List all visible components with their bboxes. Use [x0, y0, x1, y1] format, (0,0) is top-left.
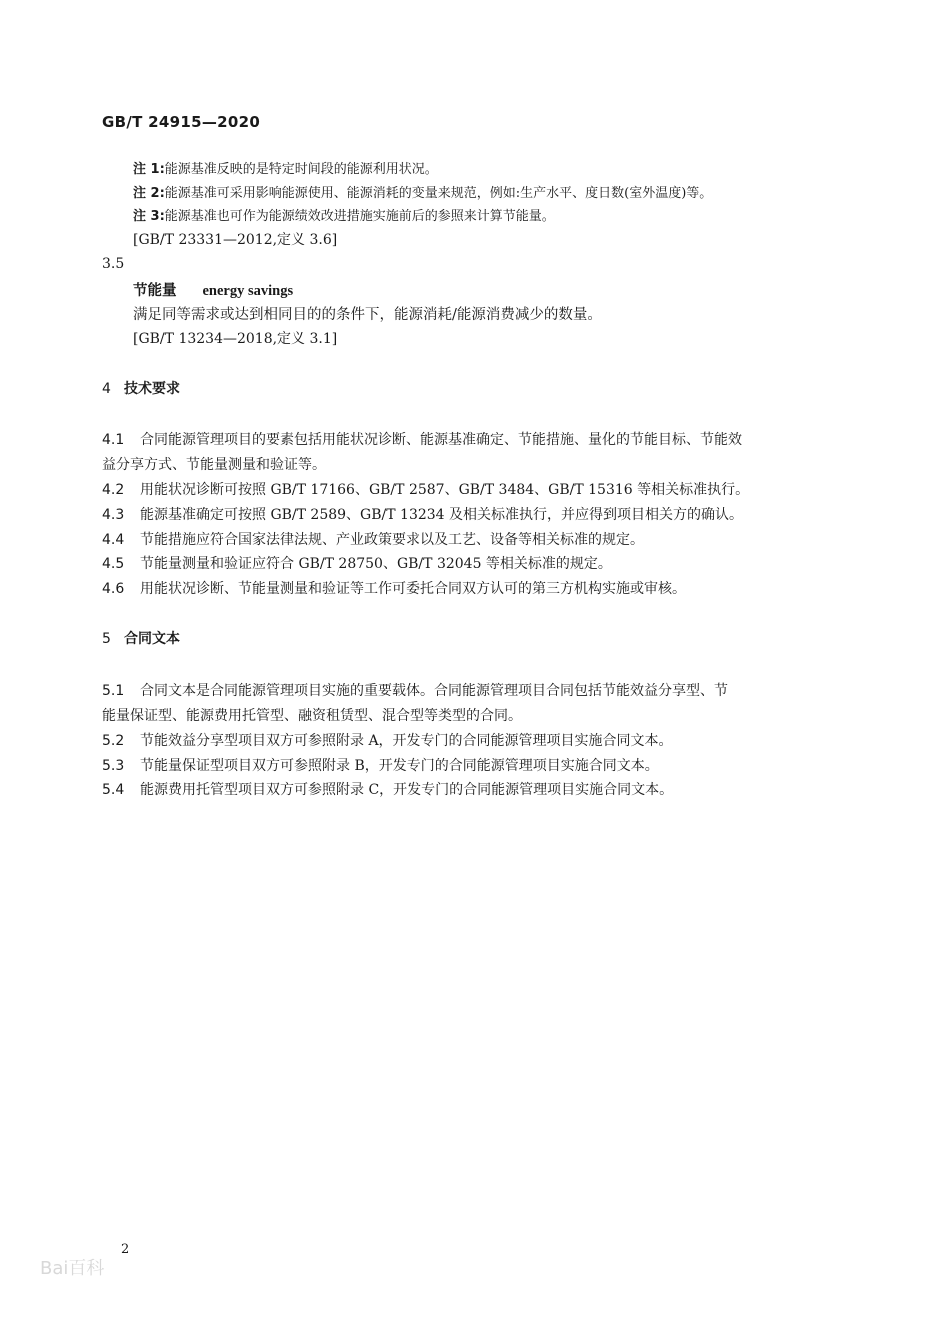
clause-4-3	[102, 504, 743, 524]
note-1	[133, 158, 438, 177]
clause-text: 合同文本是合同能源管理项目实施的重要载体。合同能源管理项目合同包括节能效益分享型、节	[140, 683, 728, 699]
clause-5-1-cont: 能量保证型、能源费用托管型、融资租赁型、混合型等类型的合同。	[102, 708, 522, 724]
clause-text: 节能效益分享型项目双方可参照附录 A，开发专门的合同能源管理项目实施合同文本。	[140, 733, 673, 749]
term-chinese: 节能量	[133, 282, 177, 299]
section-5-heading	[102, 628, 180, 648]
section-title: 合同文本	[124, 631, 180, 647]
clause-number: 4.3	[102, 507, 125, 523]
clause-number: 4.1	[102, 432, 125, 448]
standard-number-header: GB/T 24915—2020	[102, 113, 261, 131]
section-number: 5	[102, 631, 111, 647]
term-english: energy savings	[202, 283, 294, 299]
baidu-watermark: Bai百科	[40, 1258, 105, 1279]
clause-text: 用能状况诊断可按照 GB/T 17166、GB/T 2587、GB/T 3484、GB/T 15316 等相关标准执行。	[140, 482, 750, 498]
clause-4-5	[102, 553, 612, 573]
clause-text: 节能措施应符合国家法律法规、产业政策要求以及工艺、设备等相关标准的规定。	[140, 532, 644, 548]
clause-5-2	[102, 730, 673, 750]
clause-number: 4.6	[102, 581, 125, 597]
note-label: 注 1:	[133, 162, 165, 177]
clause-4-2	[102, 479, 749, 499]
term-reference: [GB/T 13234—2018,定义 3.1]	[133, 331, 338, 347]
term-number: 3.5	[102, 256, 125, 272]
section-number: 4	[102, 381, 111, 397]
reference-3-4: [GB/T 23331—2012,定义 3.6]	[133, 232, 338, 248]
clause-text: 节能量保证型项目双方可参照附录 B，开发专门的合同能源管理项目实施合同文本。	[140, 758, 659, 774]
clause-number: 4.5	[102, 556, 125, 572]
clause-text: 合同能源管理项目的要素包括用能状况诊断、能源基准确定、节能措施、量化的节能目标、节能效	[140, 432, 742, 448]
note-2	[133, 182, 712, 201]
note-label: 注 3:	[133, 209, 165, 224]
clause-number: 4.4	[102, 532, 125, 548]
clause-number: 5.2	[102, 733, 125, 749]
clause-text: 能源基准确定可按照 GB/T 2589、GB/T 13234 及相关标准执行，并应得到项目相关方的确认。	[140, 507, 744, 523]
note-3	[133, 205, 555, 224]
note-text: 能源基准可采用影响能源使用、能源消耗的变量来规范，例如:生产水平、度日数(室外温度)等。	[164, 186, 713, 201]
clause-5-4	[102, 779, 673, 799]
clause-number: 5.1	[102, 683, 125, 699]
term-definition: 满足同等需求或达到相同目的的条件下，能源消耗/能源消费减少的数量。	[133, 307, 602, 323]
clause-text: 用能状况诊断、节能量测量和验证等工作可委托合同双方认可的第三方机构实施或审核。	[140, 581, 686, 597]
section-4-heading	[102, 378, 180, 398]
page-number: 2	[121, 1242, 130, 1257]
clause-4-1-cont: 益分享方式、节能量测量和验证等。	[102, 457, 326, 473]
clause-4-6	[102, 578, 686, 598]
clause-4-4	[102, 529, 644, 549]
clause-4-1	[102, 429, 742, 449]
clause-text: 能源费用托管型项目双方可参照附录 C，开发专门的合同能源管理项目实施合同文本。	[140, 782, 674, 798]
clause-number: 5.4	[102, 782, 125, 798]
clause-5-3	[102, 755, 659, 775]
note-label: 注 2:	[133, 186, 165, 201]
clause-number: 4.2	[102, 482, 125, 498]
note-text: 能源基准也可作为能源绩效改进措施实施前后的参照来计算节能量。	[164, 209, 555, 224]
clause-number: 5.3	[102, 758, 125, 774]
clause-text: 节能量测量和验证应符合 GB/T 28750、GB/T 32045 等相关标准的规定。	[140, 556, 612, 572]
note-text: 能源基准反映的是特定时间段的能源利用状况。	[164, 162, 438, 177]
clause-5-1	[102, 680, 728, 700]
section-title: 技术要求	[124, 381, 180, 397]
term-heading	[133, 279, 293, 300]
